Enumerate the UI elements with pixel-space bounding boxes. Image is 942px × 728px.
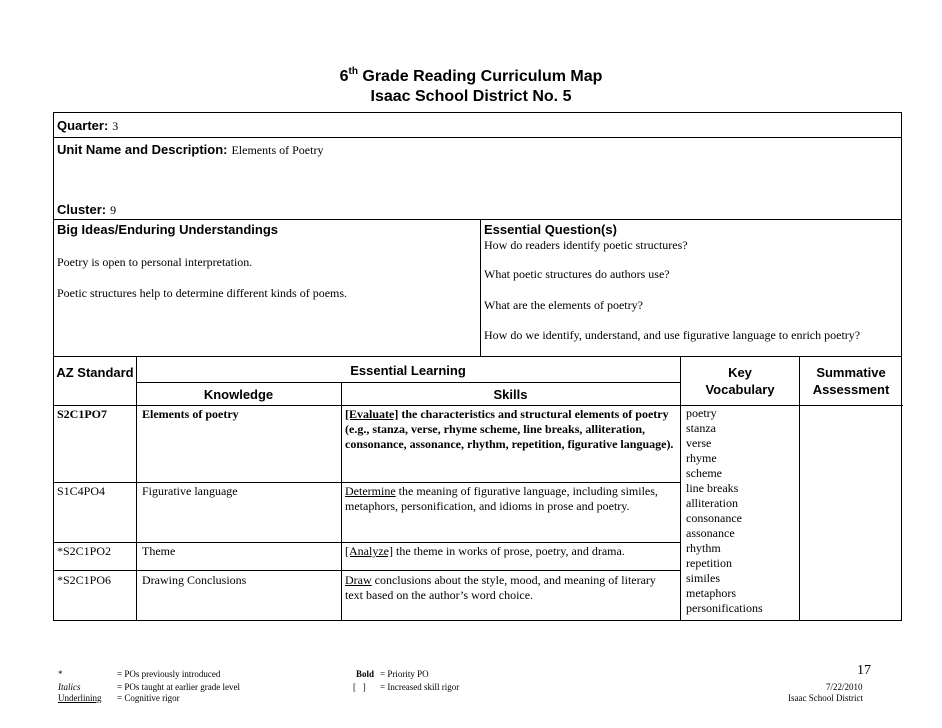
vocab-item: consonance — [686, 511, 742, 525]
vocabulary-list — [686, 406, 798, 616]
table-row-standard: S1C4PO4 — [57, 484, 106, 498]
legend-desc: = Increased skill rigor — [380, 682, 460, 692]
vocab-item: verse — [686, 436, 712, 450]
footer-district: Isaac School District — [788, 693, 863, 703]
table-row-skill: [Evaluate] the characteristics and structural elements of poetry (e.g., stanza, verse, rhyme scheme, line breaks, alliteration, consonance, assonance, rhythm, repetition, figurative language). — [345, 407, 674, 451]
unit-label: Unit Name and Description: — [57, 142, 228, 157]
vocab-item: scheme — [686, 466, 722, 480]
vocab-item: metaphors — [686, 586, 736, 600]
unit-cluster-block — [53, 137, 902, 220]
table-row-skill: Determine the meaning of figurative language, including similes, metaphors, personification, and idioms in prose and poetry. — [345, 484, 658, 513]
table-row-standard: *S2C1PO2 — [57, 544, 112, 558]
quarter-label: Quarter: — [57, 118, 109, 133]
table-row-standard: *S2C1PO6 — [57, 573, 112, 587]
vocab-item: personifications — [686, 601, 763, 615]
vocab-item: rhythm — [686, 541, 721, 555]
big-ideas-label: Big Ideas/Enduring Understandings — [57, 222, 279, 237]
az-standard-header: AZ Standard — [56, 365, 134, 380]
vocab-item: alliteration — [686, 496, 738, 510]
vocab-item: stanza — [686, 421, 716, 435]
key-vocabulary-header: Key Vocabulary — [705, 365, 775, 397]
big-ideas-block — [53, 219, 902, 357]
table-row-skill: [Analyze] the theme in works of prose, poetry, and drama. — [345, 544, 625, 558]
legend-symbol: Underlining — [58, 693, 102, 703]
legend-symbol: Bold — [356, 669, 375, 679]
big-idea-item: Poetry is open to personal interpretation. — [57, 255, 253, 269]
vocab-item: repetition — [686, 556, 732, 570]
quarter-value: 3 — [112, 119, 119, 133]
legend-desc: = POs previously introduced — [117, 669, 221, 679]
knowledge-header: Knowledge — [203, 387, 274, 402]
vocab-item: line breaks — [686, 481, 739, 495]
essential-question-item: How do readers identify poetic structures? — [484, 238, 688, 252]
page-number: 17 — [857, 663, 871, 678]
table-row-skill: Draw conclusions about the style, mood, and meaning of literary text based on the author’s word choice. — [345, 573, 656, 602]
table-row-knowledge: Drawing Conclusions — [142, 573, 247, 587]
table-row-knowledge: Figurative language — [142, 484, 238, 498]
unit-value: Elements of Poetry — [231, 143, 324, 157]
quarter-row — [53, 112, 902, 138]
vocab-item: poetry — [686, 406, 717, 420]
vocab-item: rhyme — [686, 451, 717, 465]
cluster-label: Cluster: — [57, 202, 107, 217]
footer-date: 7/22/2010 — [826, 682, 863, 692]
legend-desc: = Cognitive rigor — [117, 693, 180, 703]
essential-question-item: What are the elements of poetry? — [484, 298, 643, 312]
essential-question-item: How do we identify, understand, and use figurative language to enrich poetry? — [484, 328, 861, 342]
essential-questions-label: Essential Question(s) — [484, 222, 617, 237]
summative-assessment-header: Summative Assessment — [812, 365, 890, 397]
legend-desc: = POs taught at earlier grade level — [117, 682, 241, 692]
cluster-value: 9 — [110, 203, 117, 217]
legend-symbol: [ ] — [353, 682, 366, 692]
essential-learning-header: Essential Learning — [350, 363, 466, 378]
skills-header: Skills — [493, 387, 528, 402]
legend-symbol: * — [58, 669, 63, 679]
big-idea-item: Poetic structures help to determine different kinds of poems. — [57, 286, 348, 300]
district-title: Isaac School District No. 5 — [370, 88, 572, 105]
curriculum-table — [53, 356, 902, 621]
page-title: 6th Grade Reading Curriculum Map — [339, 66, 603, 85]
essential-question-item: What poetic structures do authors use? — [484, 267, 670, 281]
table-row-standard: S2C1PO7 — [57, 407, 108, 421]
table-row-knowledge: Theme — [142, 544, 176, 558]
table-row-knowledge: Elements of poetry — [142, 407, 239, 421]
legend-desc: = Priority PO — [380, 669, 429, 679]
legend-symbol: Italics — [58, 682, 81, 692]
vocab-item: similes — [686, 571, 721, 585]
vocab-item: assonance — [686, 526, 735, 540]
